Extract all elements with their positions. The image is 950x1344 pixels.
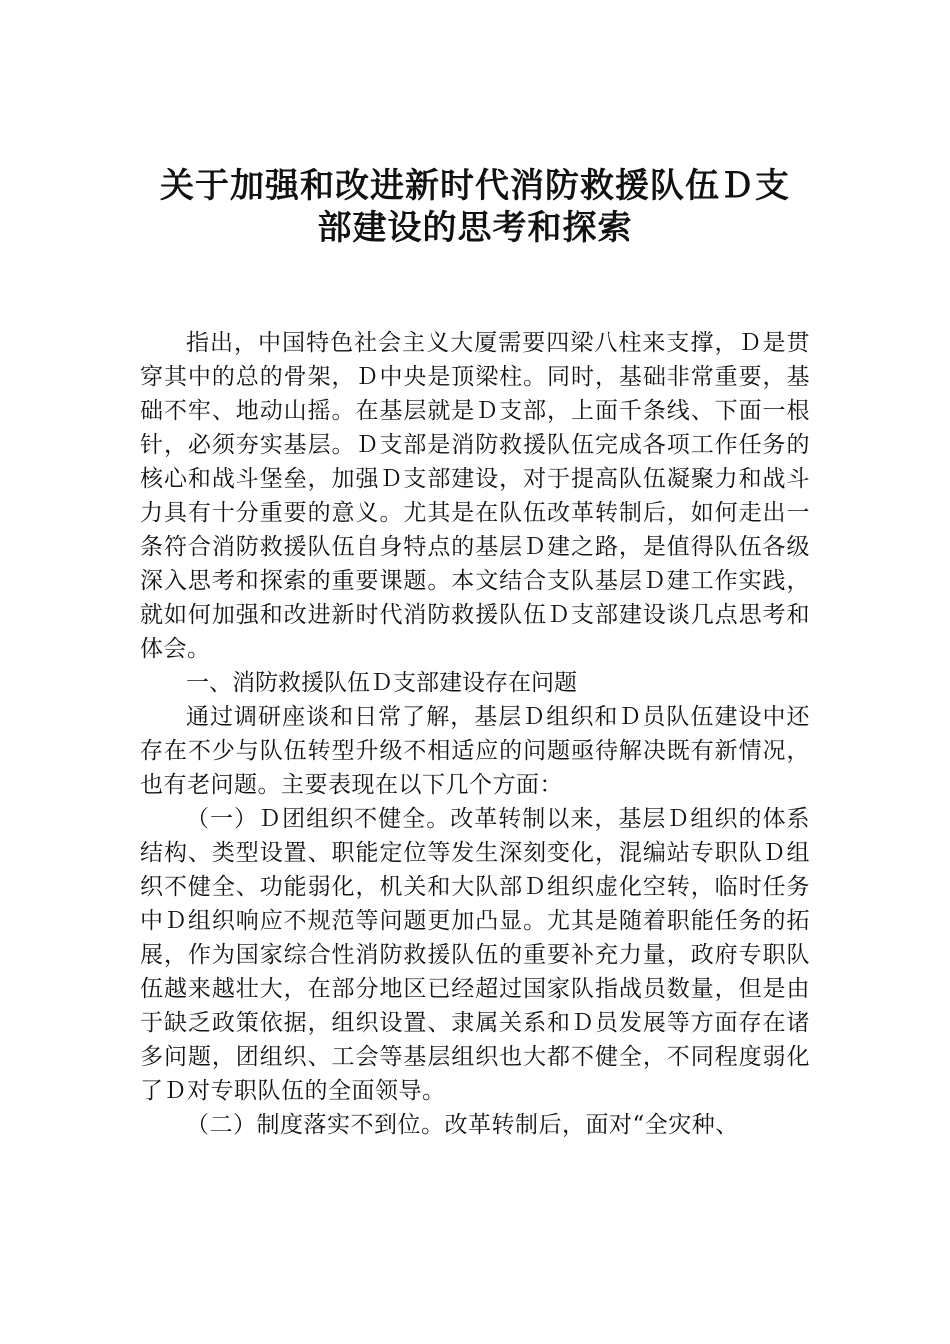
section-heading-1: 一、消防救援队伍Ｄ支部建设存在问题 xyxy=(186,670,577,696)
item-1-paragraph xyxy=(140,802,810,1108)
item-1-text: 改革转制以来，基层Ｄ组织的体系结构、类型设置、职能定位等发生深刻变化，混编站专职队Ｄ组织不健全、功能弱化，机关和大队部Ｄ组织虚化空转，临时任务中Ｄ组织响应不规范等问题更加凸显。尤其是随着职能任务的拓展，作为国家综合性消防救援队伍的重要补充力量，政府专职队伍越来越壮大，在部分地区已经超过国家队指战员数量，但是由于缺乏政策依据，组织设置、隶属关系和Ｄ员发展等方面存在诸多问题，团组织、工会等基层组织也大都不健全，不同程度弱化了Ｄ对专职队伍的全面领导。 xyxy=(140,806,811,1104)
document-title-line-2: 部建设的思考和探索 xyxy=(317,208,633,248)
item-2-label: （二）制度落实不到位。 xyxy=(186,1112,445,1138)
document-title-line-1: 关于加强和改进新时代消防救援队伍Ｄ支 xyxy=(160,166,790,206)
item-2-paragraph xyxy=(140,1108,810,1142)
document-body xyxy=(140,326,810,1142)
section-1-lead-paragraph: 通过调研座谈和日常了解，基层Ｄ组织和Ｄ员队伍建设中还存在不少与队伍转型升级不相适应的问题亟待解决既有新情况，也有老问题。主要表现在以下几个方面： xyxy=(140,704,810,798)
item-1-label: （一）Ｄ团组织不健全。 xyxy=(186,806,451,832)
item-2-text: 改革转制后，面对“全灾种、 xyxy=(444,1112,739,1138)
intro-paragraph: 指出，中国特色社会主义大厦需要四梁八柱来支撑，Ｄ是贯穿其中的总的骨架，Ｄ中央是顶梁柱。同时，基础非常重要，基础不牢、地动山摇。在基层就是Ｄ支部，上面千条线、下面一根针，必须夯实基层。Ｄ支部是消防救援队伍完成各项工作任务的核心和战斗堡垒，加强Ｄ支部建设，对于提高队伍凝聚力和战斗力具有十分重要的意义。尤其是在队伍改革转制后，如何走出一条符合消防救援队伍自身特点的基层Ｄ建之路，是值得队伍各级深入思考和探索的重要课题。本文结合支队基层Ｄ建工作实践，就如何加强和改进新时代消防救援队伍Ｄ支部建设谈几点思考和体会。 xyxy=(140,330,810,662)
